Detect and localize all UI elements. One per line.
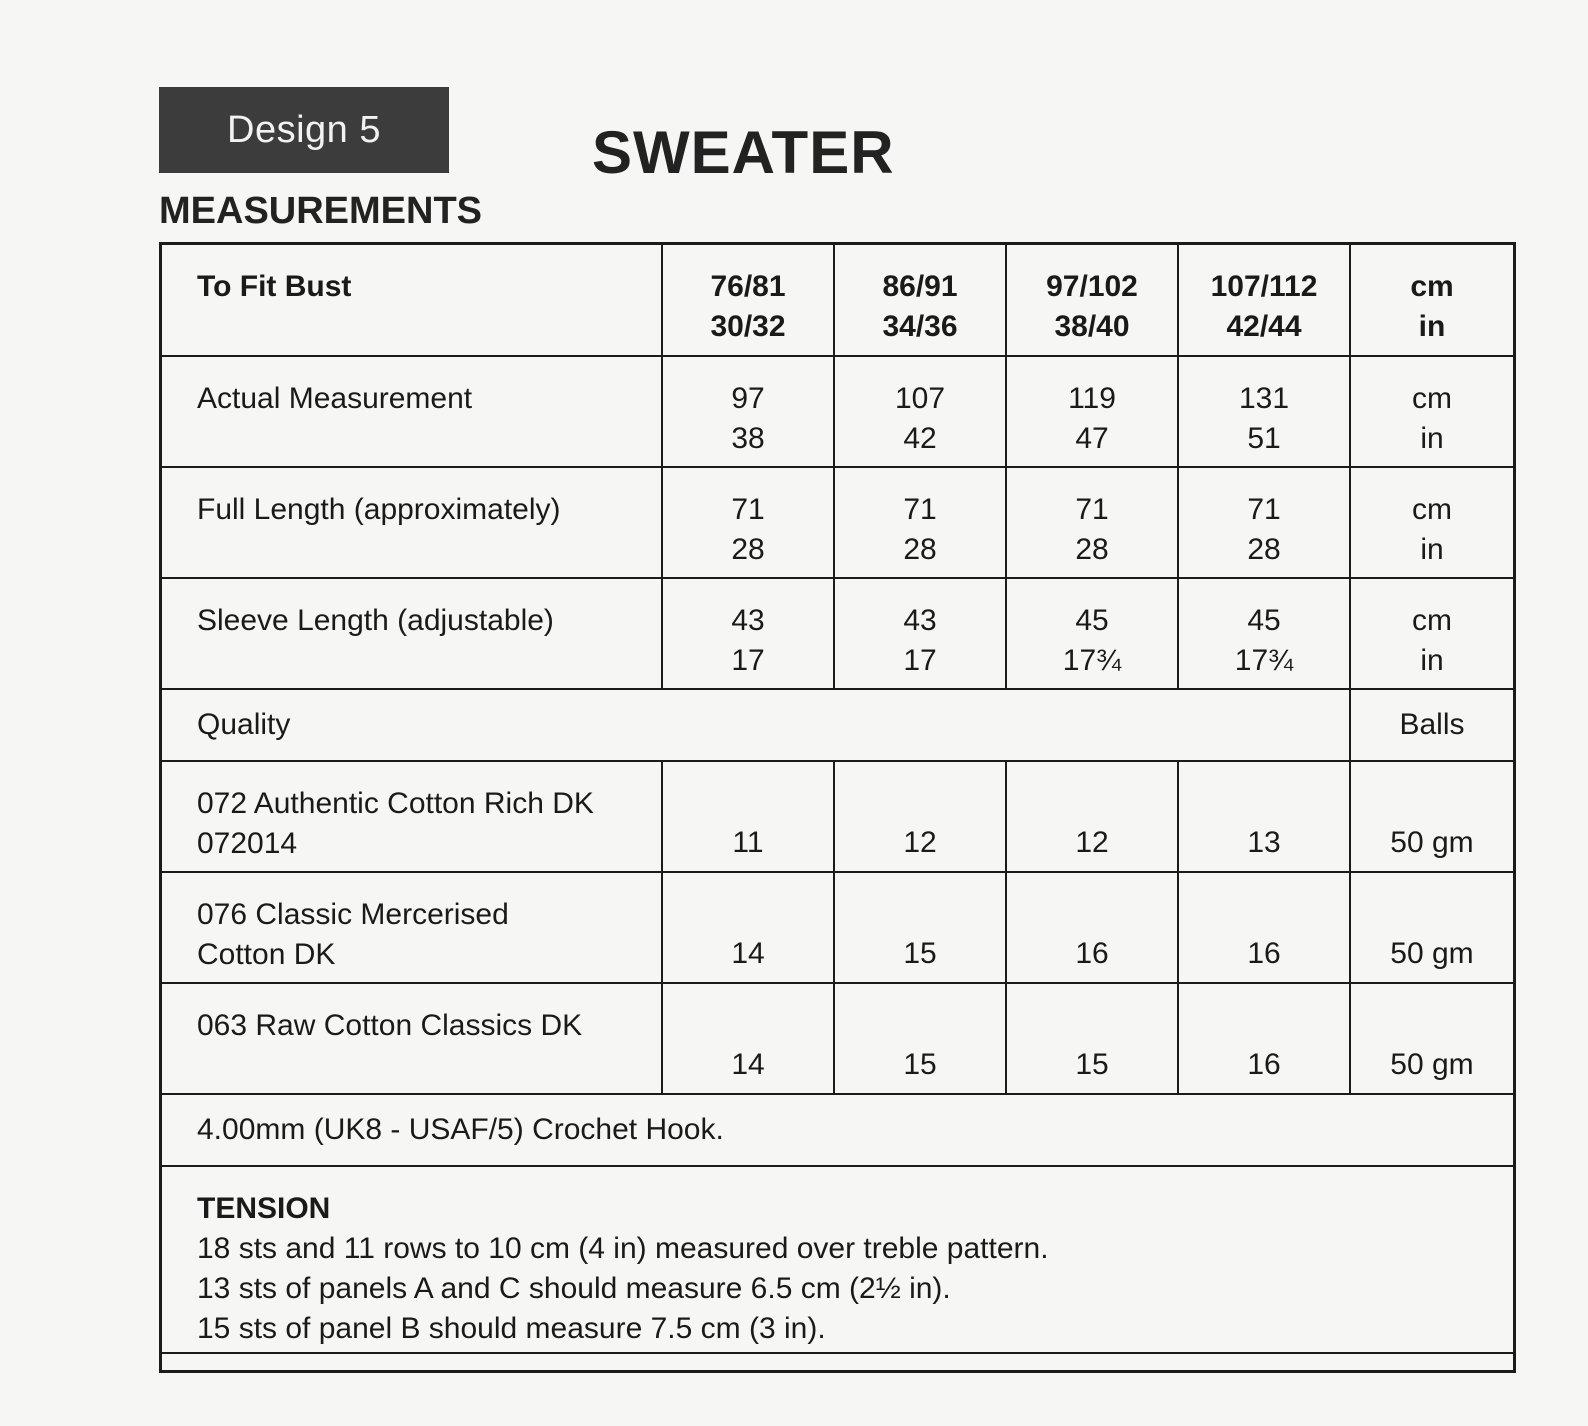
size-column-2: 86/91 34/36 xyxy=(834,245,1006,356)
table-cell: 71 28 xyxy=(834,467,1006,578)
quality-label: Quality xyxy=(162,689,1350,761)
table-cell: 71 28 xyxy=(662,467,834,578)
hook-row xyxy=(162,1094,1513,1166)
size-column-1: 76/81 30/32 xyxy=(662,245,834,356)
row-label: Sleeve Length (adjustable) xyxy=(162,578,662,689)
table-cell: 131 51 xyxy=(1178,356,1350,467)
yarn-row xyxy=(162,983,1513,1094)
header-label: To Fit Bust xyxy=(162,245,662,356)
table-cell: 16 xyxy=(1178,983,1350,1094)
table-cell: 12 xyxy=(1006,761,1178,872)
yarn-label: 072 Authentic Cotton Rich DK 072014 xyxy=(162,761,662,872)
yarn-label: 063 Raw Cotton Classics DK xyxy=(162,983,662,1094)
unit-cell: 50 gm xyxy=(1350,872,1513,983)
table-cell: 14 xyxy=(662,872,834,983)
unit-cell: 50 gm xyxy=(1350,761,1513,872)
table-cell: 16 xyxy=(1006,872,1178,983)
table-cell: 12 xyxy=(834,761,1006,872)
tension-heading: TENSION xyxy=(197,1192,331,1225)
tension-line: 13 sts of panels A and C should measure 6.5 cm (2½ in). xyxy=(197,1272,951,1305)
table-cell: 11 xyxy=(662,761,834,872)
tension-block xyxy=(162,1167,1513,1349)
table-row xyxy=(162,467,1513,578)
unit-cell: cm in xyxy=(1350,356,1513,467)
yarn-row xyxy=(162,872,1513,983)
quality-row xyxy=(162,689,1513,761)
quality-unit: Balls xyxy=(1350,689,1513,761)
size-column-4: 107/112 42/44 xyxy=(1178,245,1350,356)
row-label: Full Length (approximately) xyxy=(162,467,662,578)
section-heading: MEASUREMENTS xyxy=(159,190,483,232)
table-cell: 43 17 xyxy=(834,578,1006,689)
table-cell: 15 xyxy=(834,872,1006,983)
unit-cell: cm in xyxy=(1350,578,1513,689)
table-cell: 43 17 xyxy=(662,578,834,689)
unit-cell: 50 gm xyxy=(1350,983,1513,1094)
tension-cell xyxy=(162,1166,1513,1353)
table-cell: 14 xyxy=(662,983,834,1094)
unit-cell: cm in xyxy=(1350,467,1513,578)
table-cell: 15 xyxy=(834,983,1006,1094)
table-row xyxy=(162,356,1513,467)
hook-text: 4.00mm (UK8 - USAF/5) Crochet Hook. xyxy=(162,1094,1513,1166)
table-header-row xyxy=(162,245,1513,356)
row-label: Actual Measurement xyxy=(162,356,662,467)
page-title: SWEATER xyxy=(592,119,895,186)
tension-row xyxy=(162,1166,1513,1353)
table-cell: 97 38 xyxy=(662,356,834,467)
table-row xyxy=(162,578,1513,689)
table-cell: 119 47 xyxy=(1006,356,1178,467)
size-column-3: 97/102 38/40 xyxy=(1006,245,1178,356)
table-cell: 13 xyxy=(1178,761,1350,872)
table-cell: 45 17¾ xyxy=(1006,578,1178,689)
tension-line: 15 sts of panel B should measure 7.5 cm (3 in). xyxy=(197,1312,826,1345)
yarn-label: 076 Classic Mercerised Cotton DK xyxy=(162,872,662,983)
table-cell: 107 42 xyxy=(834,356,1006,467)
measurements-table xyxy=(159,242,1516,1373)
table-cell: 71 28 xyxy=(1178,467,1350,578)
tension-line: 18 sts and 11 rows to 10 cm (4 in) measured over treble pattern. xyxy=(197,1232,1049,1265)
table-cell: 16 xyxy=(1178,872,1350,983)
design-tag: Design 5 xyxy=(159,87,449,173)
table-cell: 15 xyxy=(1006,983,1178,1094)
table-cell: 71 28 xyxy=(1006,467,1178,578)
yarn-row xyxy=(162,761,1513,872)
table-cell: 45 17¾ xyxy=(1178,578,1350,689)
unit-column: cm in xyxy=(1350,245,1513,356)
